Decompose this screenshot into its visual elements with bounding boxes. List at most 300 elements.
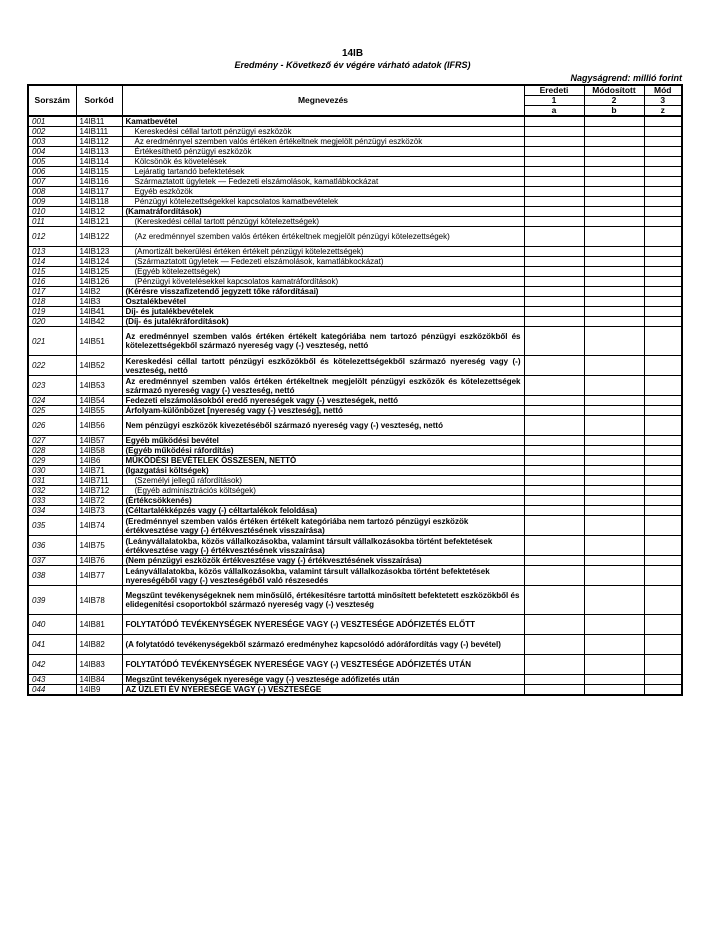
value-cell-mod[interactable] [644, 167, 682, 177]
value-cell-modositott[interactable] [584, 207, 644, 217]
col-letter-z: z [644, 106, 682, 117]
value-cell-modositott[interactable] [584, 137, 644, 147]
value-cell-eredeti[interactable] [524, 496, 584, 506]
value-cell-eredeti[interactable] [524, 277, 584, 287]
value-cell-eredeti[interactable] [524, 556, 584, 566]
row-megnevezes: Megszűnt tevékenységeknek nem minősülő, értékesítésre tartottá minősített befektetett eszközökből és elidegenítési csoportokból származó nyereség vagy (-) veszteség [122, 586, 524, 615]
row-sorszam: 002 [28, 127, 76, 137]
table-row [28, 356, 682, 376]
row-sorkod: 14IB124 [76, 257, 122, 267]
row-sorkod: 14IB123 [76, 247, 122, 257]
value-cell-modositott[interactable] [584, 615, 644, 635]
table-row [28, 406, 682, 416]
row-sorszam: 037 [28, 556, 76, 566]
value-cell-mod[interactable] [644, 317, 682, 327]
row-sorkod: 14IB11 [76, 116, 122, 127]
table-row [28, 297, 682, 307]
table-row [28, 396, 682, 406]
value-cell-modositott[interactable] [584, 356, 644, 376]
value-cell-eredeti[interactable] [524, 327, 584, 356]
value-cell-modositott[interactable] [584, 197, 644, 207]
table-row [28, 267, 682, 277]
value-cell-mod[interactable] [644, 137, 682, 147]
value-cell-mod[interactable] [644, 466, 682, 476]
value-cell-mod[interactable] [644, 217, 682, 227]
value-cell-eredeti[interactable] [524, 317, 584, 327]
value-cell-modositott[interactable] [584, 416, 644, 436]
row-sorszam: 031 [28, 476, 76, 486]
row-sorkod: 14IB113 [76, 147, 122, 157]
value-cell-modositott[interactable] [584, 187, 644, 197]
row-megnevezes: Értékesíthető pénzügyi eszközök [122, 147, 524, 157]
value-cell-mod[interactable] [644, 147, 682, 157]
value-cell-mod[interactable] [644, 446, 682, 456]
value-cell-mod[interactable] [644, 506, 682, 516]
row-sorszam: 014 [28, 257, 76, 267]
value-cell-modositott[interactable] [584, 217, 644, 227]
value-cell-mod[interactable] [644, 536, 682, 556]
row-sorkod: 14IB53 [76, 376, 122, 396]
value-cell-modositott[interactable] [584, 476, 644, 486]
row-megnevezes: Egyéb működési bevétel [122, 436, 524, 446]
value-cell-eredeti[interactable] [524, 376, 584, 396]
value-cell-eredeti[interactable] [524, 137, 584, 147]
col-num-2: 2 [584, 96, 644, 106]
table-row [28, 177, 682, 187]
row-sorkod: 14IB57 [76, 436, 122, 446]
value-cell-mod[interactable] [644, 586, 682, 615]
row-sorkod: 14IB126 [76, 277, 122, 287]
value-cell-modositott[interactable] [584, 257, 644, 267]
row-megnevezes: Díj- és jutalékbevételek [122, 307, 524, 317]
row-sorszam: 004 [28, 147, 76, 157]
row-megnevezes: Kereskedési céllal tartott pénzügyi eszközök [122, 127, 524, 137]
row-megnevezes: (Leányvállalatokba, közös vállalkozásokba, valamint társult vállalkozásokba történt befektetések értékvesztése vagy (-) értékvesztésének visszaírása) [122, 536, 524, 556]
row-sorkod: 14IB73 [76, 506, 122, 516]
row-sorszam: 035 [28, 516, 76, 536]
value-cell-mod[interactable] [644, 655, 682, 675]
table-row [28, 655, 682, 675]
value-cell-eredeti[interactable] [524, 297, 584, 307]
row-megnevezes: Leányvállalatokba, közös vállalkozásokba, valamint társult vállalkozásokba történt befektetések nyereségéből vagy (-) veszteségéből való részesedés [122, 566, 524, 586]
value-cell-eredeti[interactable] [524, 116, 584, 127]
report-title: Eredmény - Következő év végére várható adatok (IFRS) [234, 60, 471, 70]
row-sorkod: 14IB72 [76, 496, 122, 506]
row-sorszam: 018 [28, 297, 76, 307]
row-megnevezes: Megszűnt tevékenységek nyeresége vagy (-) vesztesége adófizetés után [122, 675, 524, 685]
row-sorkod: 14IB711 [76, 476, 122, 486]
row-sorkod: 14IB54 [76, 396, 122, 406]
table-row [28, 635, 682, 655]
value-cell-modositott[interactable] [584, 635, 644, 655]
table-row [28, 277, 682, 287]
value-cell-mod[interactable] [644, 157, 682, 167]
value-cell-mod[interactable] [644, 685, 682, 696]
value-cell-eredeti[interactable] [524, 536, 584, 556]
value-cell-mod[interactable] [644, 396, 682, 406]
col-header-sorkod: Sorkód [76, 85, 122, 116]
value-cell-mod[interactable] [644, 556, 682, 566]
value-cell-modositott[interactable] [584, 147, 644, 157]
row-megnevezes: MŰKÖDÉSI BEVÉTELEK ÖSSZESEN, NETTÓ [122, 456, 524, 466]
table-row [28, 476, 682, 486]
value-cell-modositott[interactable] [584, 566, 644, 586]
value-cell-mod[interactable] [644, 675, 682, 685]
row-sorszam: 005 [28, 157, 76, 167]
value-cell-mod[interactable] [644, 376, 682, 396]
row-sorszam: 039 [28, 586, 76, 615]
value-cell-modositott[interactable] [584, 327, 644, 356]
row-sorkod: 14IB74 [76, 516, 122, 536]
row-megnevezes: Az eredménnyel szemben valós értéken értékelt kategóriába nem tartozó pénzügyi eszközökből és kötelezettségekből származó nyereség vagy (-) veszteség, nettó [122, 327, 524, 356]
value-cell-modositott[interactable] [584, 516, 644, 536]
col-num-3: 3 [644, 96, 682, 106]
value-cell-eredeti[interactable] [524, 476, 584, 486]
value-cell-modositott[interactable] [584, 506, 644, 516]
value-cell-eredeti[interactable] [524, 187, 584, 197]
row-sorkod: 14IB81 [76, 615, 122, 635]
value-cell-modositott[interactable] [584, 157, 644, 167]
row-sorkod: 14IB42 [76, 317, 122, 327]
value-cell-eredeti[interactable] [524, 157, 584, 167]
value-cell-mod[interactable] [644, 566, 682, 586]
row-sorkod: 14IB75 [76, 536, 122, 556]
table-row [28, 207, 682, 217]
row-sorkod: 14IB9 [76, 685, 122, 696]
table-row [28, 436, 682, 446]
value-cell-mod[interactable] [644, 227, 682, 247]
value-cell-mod[interactable] [644, 356, 682, 376]
row-sorkod: 14IB84 [76, 675, 122, 685]
value-cell-modositott[interactable] [584, 496, 644, 506]
value-cell-modositott[interactable] [584, 297, 644, 307]
row-sorszam: 027 [28, 436, 76, 446]
value-cell-eredeti[interactable] [524, 396, 584, 406]
value-cell-modositott[interactable] [584, 267, 644, 277]
row-sorszam: 038 [28, 566, 76, 586]
value-cell-mod[interactable] [644, 257, 682, 267]
table-row [28, 685, 682, 696]
value-cell-modositott[interactable] [584, 396, 644, 406]
row-sorkod: 14IB78 [76, 586, 122, 615]
row-sorszam: 029 [28, 456, 76, 466]
value-cell-eredeti[interactable] [524, 416, 584, 436]
value-cell-eredeti[interactable] [524, 675, 584, 685]
row-sorszam: 008 [28, 187, 76, 197]
row-sorkod: 14IB116 [76, 177, 122, 187]
row-sorkod: 14IB111 [76, 127, 122, 137]
value-cell-eredeti[interactable] [524, 267, 584, 277]
row-sorkod: 14IB6 [76, 456, 122, 466]
row-megnevezes: Fedezeti elszámolásokból eredő nyereségek vagy (-) veszteségek, nettó [122, 396, 524, 406]
value-cell-eredeti[interactable] [524, 635, 584, 655]
value-cell-eredeti[interactable] [524, 436, 584, 446]
value-cell-modositott[interactable] [584, 586, 644, 615]
value-cell-mod[interactable] [644, 177, 682, 187]
value-cell-eredeti[interactable] [524, 466, 584, 476]
row-sorkod: 14IB56 [76, 416, 122, 436]
row-megnevezes: (Kamatráfordítások) [122, 207, 524, 217]
value-cell-modositott[interactable] [584, 247, 644, 257]
value-cell-modositott[interactable] [584, 456, 644, 466]
table-row [28, 217, 682, 227]
row-megnevezes: Kereskedési céllal tartott pénzügyi eszközökből és kötelezettségekből származó nyereség vagy (-) veszteség, nettó [122, 356, 524, 376]
col-letter-a: a [524, 106, 584, 117]
value-cell-eredeti[interactable] [524, 147, 584, 157]
value-cell-mod[interactable] [644, 615, 682, 635]
row-megnevezes: (Származtatott ügyletek — Fedezeti elszámolások, kamatlábkockázat) [122, 257, 524, 267]
table-row [28, 615, 682, 635]
row-sorkod: 14IB3 [76, 297, 122, 307]
value-cell-modositott[interactable] [584, 376, 644, 396]
row-megnevezes: Származtatott ügyletek — Fedezeti elszámolások, kamatlábkockázat [122, 177, 524, 187]
row-sorszam: 032 [28, 486, 76, 496]
value-cell-eredeti[interactable] [524, 227, 584, 247]
row-megnevezes: (Díj- és jutalékráfordítások) [122, 317, 524, 327]
value-cell-mod[interactable] [644, 197, 682, 207]
value-cell-mod[interactable] [644, 327, 682, 356]
row-megnevezes: Az eredménnyel szemben valós értéken értékeltnek megjelölt pénzügyi eszközök és kötelezettségek származó nyereség vagy (-) veszteség, nettó [122, 376, 524, 396]
row-megnevezes: Az eredménnyel szemben valós értéken értékeltnek megjelölt pénzügyi eszközök [122, 137, 524, 147]
row-sorszam: 042 [28, 655, 76, 675]
row-sorszam: 028 [28, 446, 76, 456]
row-sorkod: 14IB122 [76, 227, 122, 247]
value-cell-eredeti[interactable] [524, 257, 584, 267]
col-header-modositott: Módosított [584, 85, 644, 96]
row-sorszam: 026 [28, 416, 76, 436]
row-sorkod: 14IB12 [76, 207, 122, 217]
report-code: 14IB [341, 48, 364, 59]
table-row [28, 496, 682, 506]
row-megnevezes: (Értékcsökkenés) [122, 496, 524, 506]
value-cell-modositott[interactable] [584, 287, 644, 297]
row-sorszam: 022 [28, 356, 76, 376]
col-header-megnevezes: Megnevezés [122, 85, 524, 116]
row-megnevezes: Egyéb eszközök [122, 187, 524, 197]
value-cell-mod[interactable] [644, 456, 682, 466]
row-megnevezes: Árfolyam-különbözet [nyereség vagy (-) veszteség], nettó [122, 406, 524, 416]
value-cell-eredeti[interactable] [524, 566, 584, 586]
row-sorkod: 14IB71 [76, 466, 122, 476]
value-cell-mod[interactable] [644, 187, 682, 197]
value-cell-eredeti[interactable] [524, 287, 584, 297]
value-cell-mod[interactable] [644, 116, 682, 127]
row-megnevezes: (Kereskedési céllal tartott pénzügyi kötelezettségek) [122, 217, 524, 227]
row-sorkod: 14IB115 [76, 167, 122, 177]
row-sorkod: 14IB55 [76, 406, 122, 416]
row-megnevezes: (A folytatódó tevékenységekből származó eredményhez kapcsolódó adóráfordítás vagy (-) bevétel) [122, 635, 524, 655]
row-sorszam: 019 [28, 307, 76, 317]
table-row [28, 137, 682, 147]
value-cell-mod[interactable] [644, 307, 682, 317]
table-row [28, 416, 682, 436]
value-cell-mod[interactable] [644, 277, 682, 287]
value-cell-modositott[interactable] [584, 116, 644, 127]
value-cell-eredeti[interactable] [524, 247, 584, 257]
row-sorkod: 14IB2 [76, 287, 122, 297]
value-cell-modositott[interactable] [584, 655, 644, 675]
table-row [28, 157, 682, 167]
row-sorszam: 016 [28, 277, 76, 287]
value-cell-mod[interactable] [644, 406, 682, 416]
table-row [28, 516, 682, 536]
row-megnevezes: (Egyéb működési ráfordítás) [122, 446, 524, 456]
table-row [28, 197, 682, 207]
row-megnevezes: Kölcsönök és követelések [122, 157, 524, 167]
value-cell-mod[interactable] [644, 267, 682, 277]
table-row [28, 167, 682, 177]
row-megnevezes: FOLYTATÓDÓ TEVÉKENYSÉGEK NYERESÉGE VAGY (-) VESZTESÉGE ADÓFIZETÉS UTÁN [122, 655, 524, 675]
table-row [28, 287, 682, 297]
value-cell-mod[interactable] [644, 496, 682, 506]
value-cell-eredeti[interactable] [524, 615, 584, 635]
row-sorkod: 14IB117 [76, 187, 122, 197]
table-row [28, 536, 682, 556]
table-row [28, 675, 682, 685]
value-cell-eredeti[interactable] [524, 586, 584, 615]
row-sorkod: 14IB52 [76, 356, 122, 376]
value-cell-eredeti[interactable] [524, 406, 584, 416]
row-megnevezes: (Amortizált bekerülési értéken értékelt pénzügyi kötelezettségek) [122, 247, 524, 257]
value-cell-modositott[interactable] [584, 127, 644, 137]
row-sorkod: 14IB118 [76, 197, 122, 207]
value-cell-modositott[interactable] [584, 317, 644, 327]
row-sorkod: 14IB82 [76, 635, 122, 655]
table-body [28, 116, 682, 695]
col-header-mod: Mód [644, 85, 682, 96]
row-sorszam: 040 [28, 615, 76, 635]
table-row [28, 187, 682, 197]
row-sorkod: 14IB41 [76, 307, 122, 317]
row-megnevezes: Osztalékbevétel [122, 297, 524, 307]
value-cell-eredeti[interactable] [524, 456, 584, 466]
table-row [28, 147, 682, 157]
row-megnevezes: Nem pénzügyi eszközök kivezetéséből származó nyereség vagy (-) veszteség, nettó [122, 416, 524, 436]
value-cell-modositott[interactable] [584, 675, 644, 685]
value-cell-eredeti[interactable] [524, 127, 584, 137]
value-cell-mod[interactable] [644, 516, 682, 536]
value-cell-modositott[interactable] [584, 167, 644, 177]
value-cell-eredeti[interactable] [524, 307, 584, 317]
table-row [28, 586, 682, 615]
row-sorkod: 14IB83 [76, 655, 122, 675]
row-sorkod: 14IB125 [76, 267, 122, 277]
row-megnevezes: Pénzügyi kötelezettségekkel kapcsolatos kamatbevételek [122, 197, 524, 207]
col-header-sorszam: Sorszám [28, 85, 76, 116]
value-cell-eredeti[interactable] [524, 486, 584, 496]
row-sorszam: 041 [28, 635, 76, 655]
row-sorkod: 14IB114 [76, 157, 122, 167]
row-sorszam: 024 [28, 396, 76, 406]
value-cell-modositott[interactable] [584, 536, 644, 556]
value-cell-eredeti[interactable] [524, 446, 584, 456]
table-row [28, 446, 682, 456]
row-megnevezes: FOLYTATÓDÓ TEVÉKENYSÉGEK NYERESÉGE VAGY (-) VESZTESÉGE ADÓFIZETÉS ELŐTT [122, 615, 524, 635]
row-megnevezes: (Pénzügyi követelésekkel kapcsolatos kamatráfordítások) [122, 277, 524, 287]
row-megnevezes: (Egyéb kötelezettségek) [122, 267, 524, 277]
value-cell-mod[interactable] [644, 476, 682, 486]
value-cell-eredeti[interactable] [524, 217, 584, 227]
row-sorszam: 015 [28, 267, 76, 277]
col-letter-b: b [584, 106, 644, 117]
value-cell-modositott[interactable] [584, 446, 644, 456]
value-cell-mod[interactable] [644, 287, 682, 297]
value-cell-eredeti[interactable] [524, 506, 584, 516]
value-cell-mod[interactable] [644, 635, 682, 655]
value-cell-modositott[interactable] [584, 307, 644, 317]
table-row [28, 327, 682, 356]
value-cell-eredeti[interactable] [524, 207, 584, 217]
table-row [28, 466, 682, 476]
value-cell-mod[interactable] [644, 436, 682, 446]
value-cell-modositott[interactable] [584, 406, 644, 416]
value-cell-eredeti[interactable] [524, 197, 584, 207]
table-row [28, 456, 682, 466]
value-cell-eredeti[interactable] [524, 655, 584, 675]
value-cell-modositott[interactable] [584, 436, 644, 446]
value-cell-eredeti[interactable] [524, 516, 584, 536]
report-table [27, 84, 683, 696]
value-cell-mod[interactable] [644, 416, 682, 436]
row-sorszam: 003 [28, 137, 76, 147]
row-sorszam: 023 [28, 376, 76, 396]
table-row [28, 127, 682, 137]
table-row [28, 307, 682, 317]
value-cell-modositott[interactable] [584, 556, 644, 566]
row-megnevezes: (Kérésre visszafizetendő jegyzett tőke ráfordításai) [122, 287, 524, 297]
value-cell-modositott[interactable] [584, 227, 644, 247]
row-sorszam: 012 [28, 227, 76, 247]
value-cell-eredeti[interactable] [524, 356, 584, 376]
row-megnevezes: (Személyi jellegű ráfordítások) [122, 476, 524, 486]
row-megnevezes: Lejáratig tartandó befektetések [122, 167, 524, 177]
value-cell-modositott[interactable] [584, 685, 644, 696]
row-sorkod: 14IB58 [76, 446, 122, 456]
row-sorszam: 043 [28, 675, 76, 685]
value-cell-modositott[interactable] [584, 177, 644, 187]
value-cell-mod[interactable] [644, 247, 682, 257]
value-cell-eredeti[interactable] [524, 177, 584, 187]
row-sorszam: 017 [28, 287, 76, 297]
value-cell-mod[interactable] [644, 127, 682, 137]
table-row [28, 556, 682, 566]
value-cell-modositott[interactable] [584, 486, 644, 496]
row-sorszam: 034 [28, 506, 76, 516]
table-row [28, 376, 682, 396]
col-header-eredeti: Eredeti [524, 85, 584, 96]
table-row [28, 486, 682, 496]
value-cell-mod[interactable] [644, 297, 682, 307]
row-sorkod: 14IB77 [76, 566, 122, 586]
table-row [28, 566, 682, 586]
row-sorszam: 033 [28, 496, 76, 506]
value-cell-eredeti[interactable] [524, 685, 584, 696]
col-num-1: 1 [524, 96, 584, 106]
value-cell-eredeti[interactable] [524, 167, 584, 177]
value-cell-mod[interactable] [644, 486, 682, 496]
value-cell-mod[interactable] [644, 207, 682, 217]
row-megnevezes: (Egyéb adminisztrációs költségek) [122, 486, 524, 496]
unit-label: Nagyságrend: millió forint [570, 73, 682, 83]
row-sorszam: 007 [28, 177, 76, 187]
row-megnevezes: (Nem pénzügyi eszközök értékvesztése vagy (-) értékvesztésének visszaírása) [122, 556, 524, 566]
row-sorszam: 011 [28, 217, 76, 227]
value-cell-modositott[interactable] [584, 277, 644, 287]
row-sorszam: 021 [28, 327, 76, 356]
table-row [28, 227, 682, 247]
value-cell-modositott[interactable] [584, 466, 644, 476]
table-row [28, 317, 682, 327]
